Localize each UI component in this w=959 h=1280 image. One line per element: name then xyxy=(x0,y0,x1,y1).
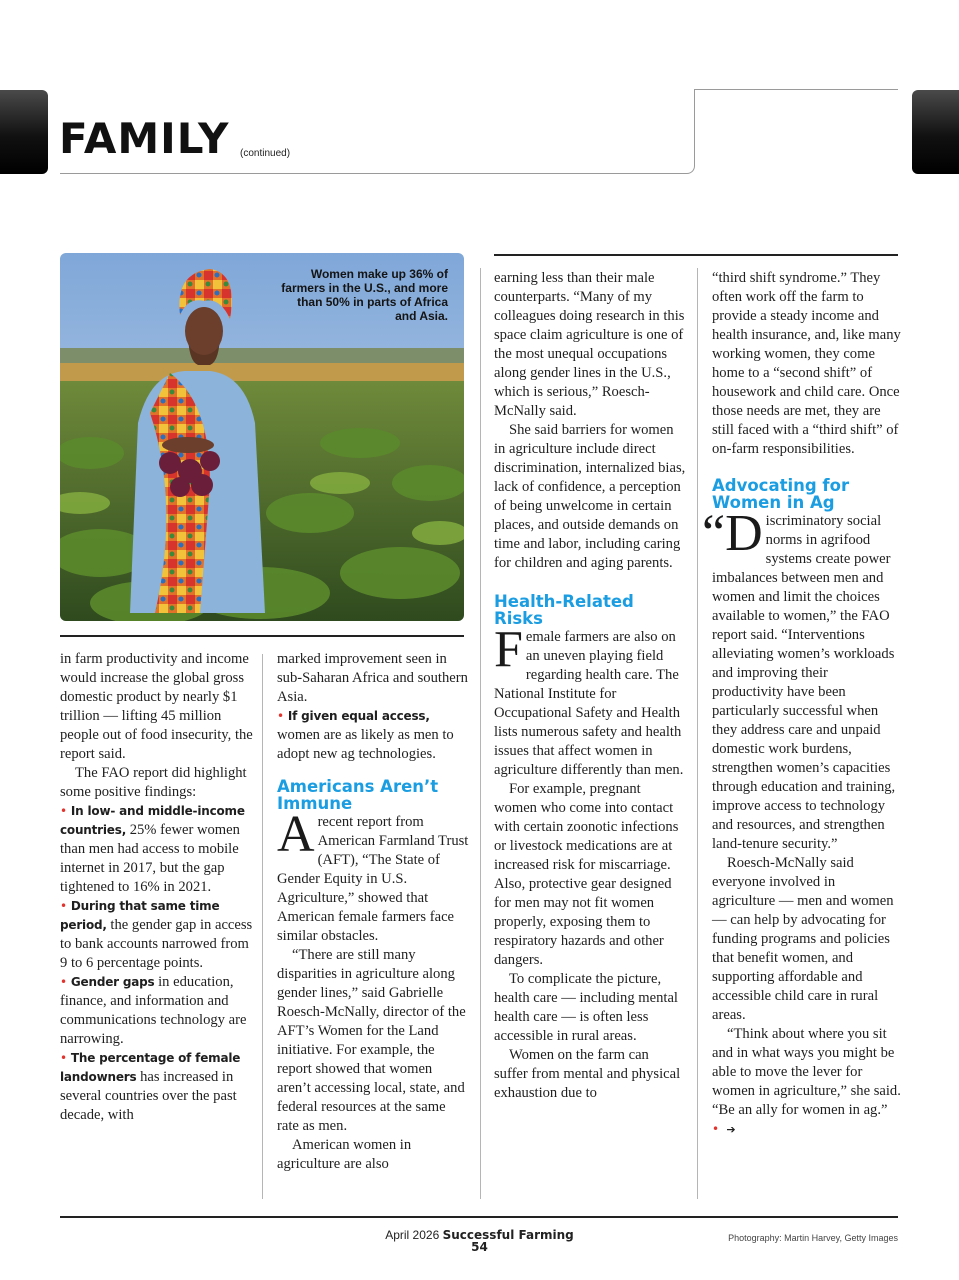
bullet-dot: • xyxy=(60,804,71,818)
issue-date: April 2026 xyxy=(385,1228,440,1242)
paragraph xyxy=(702,505,902,854)
subheading: Americans Aren’t Immune xyxy=(277,777,439,813)
column-divider xyxy=(697,268,698,1199)
bullet-text: has increased in several countries over the past decade, with xyxy=(60,1069,237,1123)
paragraph: To complicate the picture, health care — including mental health care — is often less accessible in rural areas. xyxy=(494,971,678,1044)
bullet-lead: The percentage of female landowners xyxy=(60,1051,241,1084)
top-rule-right xyxy=(494,254,898,256)
header-line xyxy=(695,89,898,90)
paragraph xyxy=(494,621,686,780)
paragraph-text: emale farmers are also on an uneven playing field regarding health care. The National Institute for Occupational Safety and Health lists numerous safety and health issues that affect women in agriculture differently than men. xyxy=(494,629,684,778)
bullet-dot: • xyxy=(60,975,71,989)
section-title: FAMILY xyxy=(59,114,230,163)
article-column-2 xyxy=(277,650,469,1174)
article-column-3 xyxy=(494,269,686,1103)
photo-caption: Women make up 36% of farmers in the U.S., and more than 50% in parts of Africa and Asia. xyxy=(281,267,448,323)
bullet-text: 25% fewer women than men had access to mobile internet in 2017, but the gap tightened to 16% in 2021. xyxy=(60,822,240,895)
bullet-lead: Gender gaps xyxy=(70,975,155,989)
magazine-name: Successful Farming xyxy=(442,1228,574,1242)
top-rule-left xyxy=(60,635,464,637)
paragraph: She said barriers for women in agriculture include direct discrimination, internalized bias, lack of confidence, a perception of being unwelcome in certain places, and outside demands on time and labor, including caring for children and aging parents. xyxy=(494,422,686,571)
article-column-1 xyxy=(60,650,256,1125)
paragraph: “There are still many disparities in agriculture along gender lines,” said Gabrielle Roesch-McNally, director of the AFT’s Women for the Land initiative. For example, the report showed that women aren’t accessing local, state, and federal resources at the same rate as men. xyxy=(277,947,466,1134)
farmer-photo xyxy=(60,253,464,621)
bullet-item xyxy=(60,973,256,1049)
paragraph: Women on the farm can suffer from mental and physical exhaustion due to xyxy=(494,1047,681,1101)
paragraph: “third shift syndrome.” They often work off the farm to provide a steady income and health insurance, and, like many working women, they come home to a “second shift” of housework and child care. Once those needs are met, they are still faced with a “third shift” of on-farm responsibilities. xyxy=(712,270,901,457)
paragraph: American women in agriculture are also xyxy=(277,1137,412,1172)
paragraph-text: “Think about where you sit and in what ways you might be able to move the lever for women in agriculture,” she said. “Be an ally for women in ag.” xyxy=(712,1026,901,1118)
paragraph-text: recent report from American Farmland Trust (AFT), “The State of Gender Equity in U.S. Agriculture,” showed that American female farmers face similar obstacles. xyxy=(277,814,469,944)
page-number: 54 xyxy=(471,1240,488,1254)
bullet-dot: • xyxy=(60,1051,71,1065)
photo-credit: Photography: Martin Harvey, Getty Images xyxy=(728,1233,898,1243)
continued-label: (continued) xyxy=(240,148,291,159)
column-divider xyxy=(480,268,481,1199)
bullet-lead: If given equal access, xyxy=(287,709,430,723)
bullet-text: the gender gap in access to bank accounts narrowed from 9 to 6 percentage points. xyxy=(60,917,253,971)
paragraph xyxy=(277,806,469,946)
bullet-item xyxy=(60,1049,256,1125)
bottom-rule xyxy=(60,1216,898,1218)
drop-cap: A xyxy=(277,806,315,863)
paragraph-text: iscriminatory social norms in agrifood systems create power imbalances between men and women and limit the choices available to women,” the FAO report said. “Interventions alleviating women’s workloads and improving their productivity have been particularly successful when they address care and unpaid domestic work burdens, strengthen women’s capacities through education and training, improve access to technology and resources, and strengthen land-tenure security.” xyxy=(712,513,896,852)
section-tab-right xyxy=(912,90,959,174)
bullet-dot: • xyxy=(277,709,288,723)
bullet-dot: • xyxy=(60,899,71,913)
paragraph xyxy=(712,1025,902,1139)
bullet-text: in education, finance, and information and communications technology are narrowing. xyxy=(60,974,247,1047)
bullet-lead: During that same time period, xyxy=(60,899,220,932)
paragraph: For example, pregnant women who come into contact with certain zoonotic infections or livestock medications are at increased risk for miscarriage. Also, protective gear designed for men may not fit women properly, exposing them to respiratory hazards and other dangers. xyxy=(494,781,679,968)
section-tab-left xyxy=(0,90,48,174)
paragraph: in farm productivity and income would increase the global gross domestic product by nearly $1 trillion — lifting 45 million people out of food insecurity, the report said. xyxy=(60,651,253,762)
paragraph: marked improvement seen in sub-Saharan Africa and southern Asia. xyxy=(277,651,468,705)
paragraph: Roesch-McNally said everyone involved in agriculture — men and women — can help by advocating for funding programs and policies that benefit women, and supporting affordable and accessible child care in rural areas. xyxy=(712,855,894,1023)
end-mark: • xyxy=(712,1122,720,1136)
drop-cap: F xyxy=(494,621,523,678)
bullet-item xyxy=(277,707,469,764)
bullet-item xyxy=(60,897,256,973)
column-divider xyxy=(262,654,263,1199)
bullet-item xyxy=(60,802,256,897)
subheading: Advocating for Women in Ag xyxy=(712,476,850,512)
paragraph: The FAO report did highlight some positive findings: xyxy=(60,765,247,800)
drop-cap: “D xyxy=(702,505,763,562)
article-column-4 xyxy=(702,269,902,1139)
paragraph: earning less than their male counterparts. “Many of my colleagues doing research in this space claim agriculture is one of the most unequal occupations along gender lines in the U.S., which is serious,” Roesch-McNally said. xyxy=(494,270,685,419)
arrow-icon: ➔ xyxy=(726,1123,736,1136)
bullet-lead: In low- and middle-income countries, xyxy=(60,804,245,837)
subheading: Health-Related Risks xyxy=(494,592,634,628)
bullet-text: women are as likely as men to adopt new ag technologies. xyxy=(277,727,454,762)
